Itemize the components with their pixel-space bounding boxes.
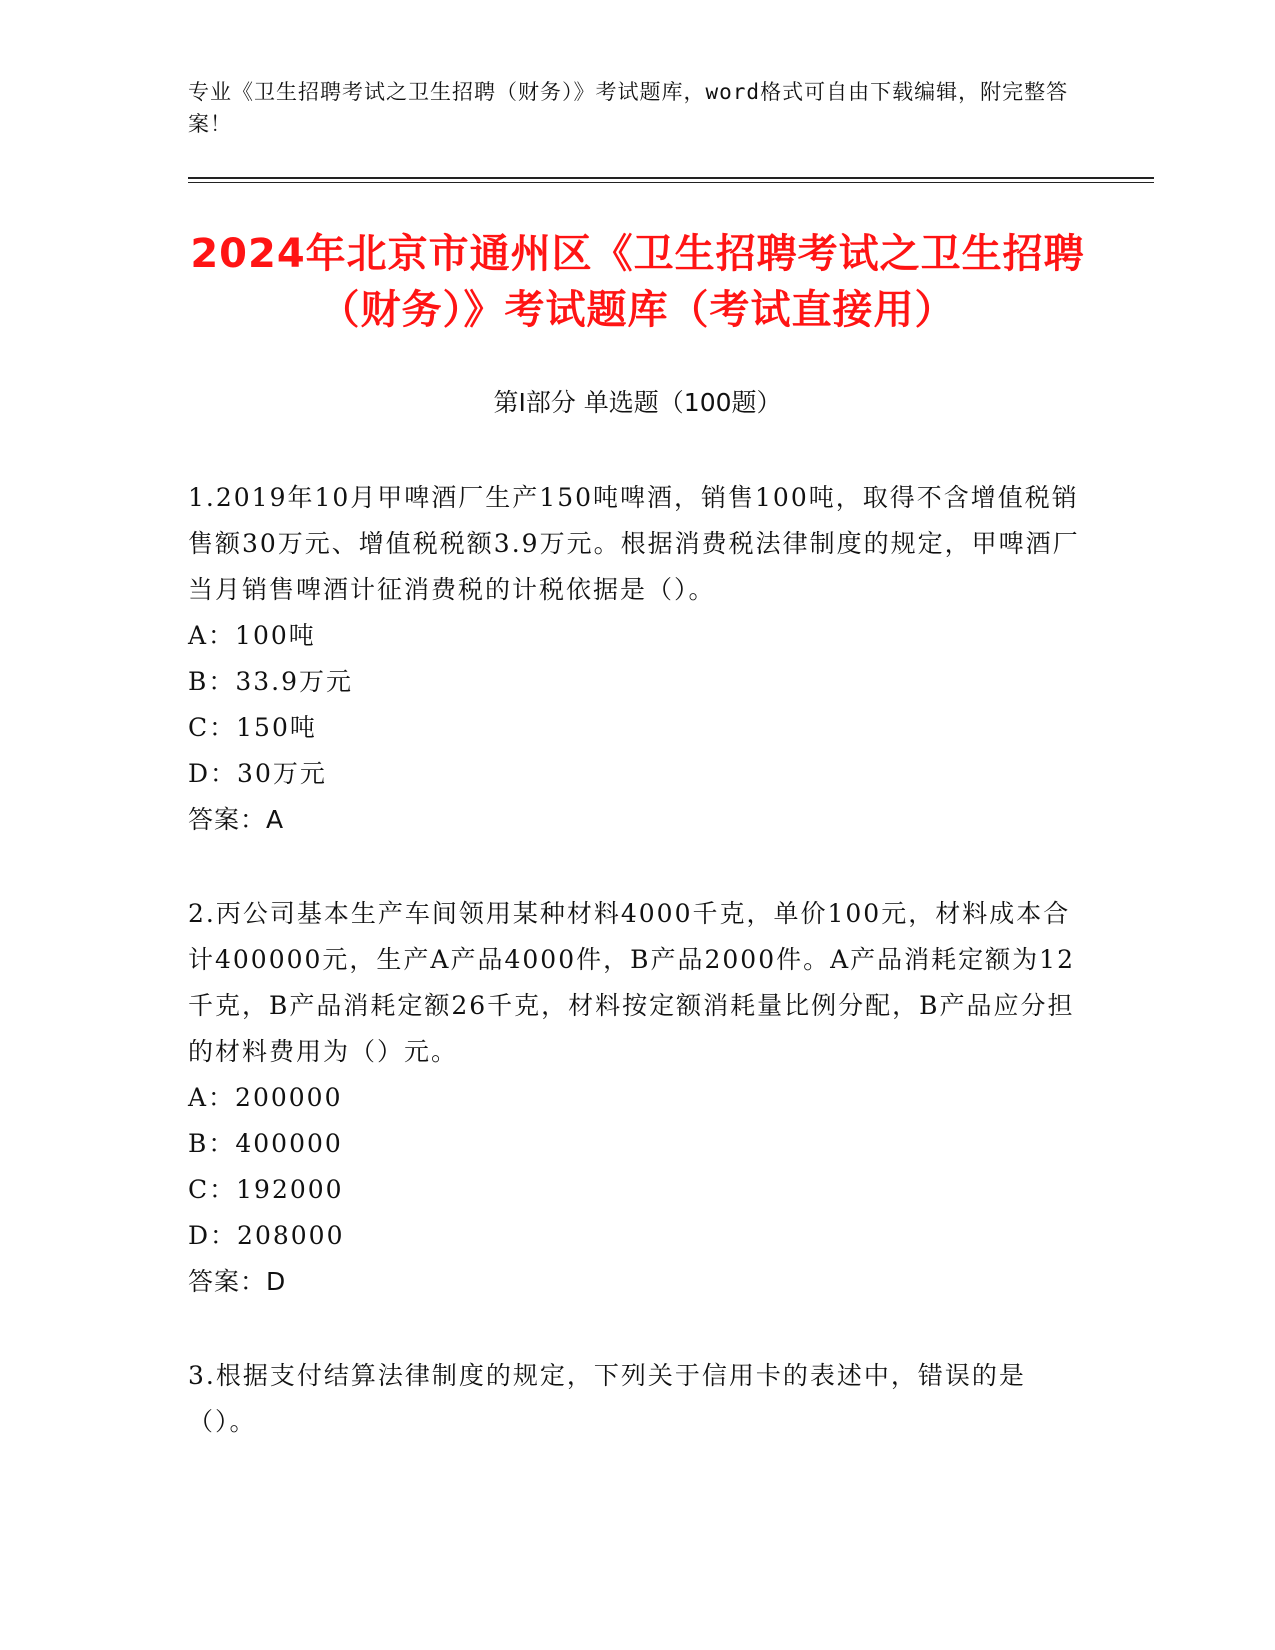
question-stem: 2.丙公司基本生产车间领用某种材料4000千克，单价100元，材料成本合计400000元，生产A产品4000件，B产品2000件。A产品消耗定额为12千克，B产品消耗定额26千克，材料按定额消耗量比例分配，B产品应分担的材料费用为（）元。 xyxy=(188,899,1075,1066)
option-a: A：200000 xyxy=(188,1083,343,1112)
option-c: C：150吨 xyxy=(188,713,317,742)
header-note: 专业《卫生招聘考试之卫生招聘（财务）》考试题库，word格式可自由下载编辑，附完整答案！ xyxy=(188,80,1069,136)
option-b: B：400000 xyxy=(188,1129,343,1158)
option-b: B：33.9万元 xyxy=(188,667,354,696)
option-d: D：208000 xyxy=(188,1221,345,1250)
question-stem: 3.根据支付结算法律制度的规定，下列关于信用卡的表述中，错误的是（）。 xyxy=(188,1361,1026,1436)
section-heading: 第Ⅰ部分 单选题（100题） xyxy=(493,388,782,417)
question-2 xyxy=(188,891,1093,1305)
question-stem: 1.2019年10月甲啤酒厂生产150吨啤酒，销售100吨，取得不含增值税销售额30万元、增值税税额3.9万元。根据消费税法律制度的规定，甲啤酒厂当月销售啤酒计征消费税的计税依据是（）。 xyxy=(188,483,1080,604)
header-divider-thin xyxy=(188,182,1154,183)
option-c: C：192000 xyxy=(188,1175,344,1204)
document-title: 2024年北京市通州区《卫生招聘考试之卫生招聘（财务）》考试题库（考试直接用） xyxy=(190,231,1085,333)
answer-line: 答案：D xyxy=(188,1267,287,1296)
question-3 xyxy=(188,1353,1093,1445)
option-d: D：30万元 xyxy=(188,759,327,788)
answer-line: 答案：A xyxy=(188,805,285,834)
option-a: A：100吨 xyxy=(188,621,316,650)
header-divider-thick xyxy=(188,177,1154,179)
question-1 xyxy=(188,475,1093,843)
question-list xyxy=(188,475,1093,1493)
